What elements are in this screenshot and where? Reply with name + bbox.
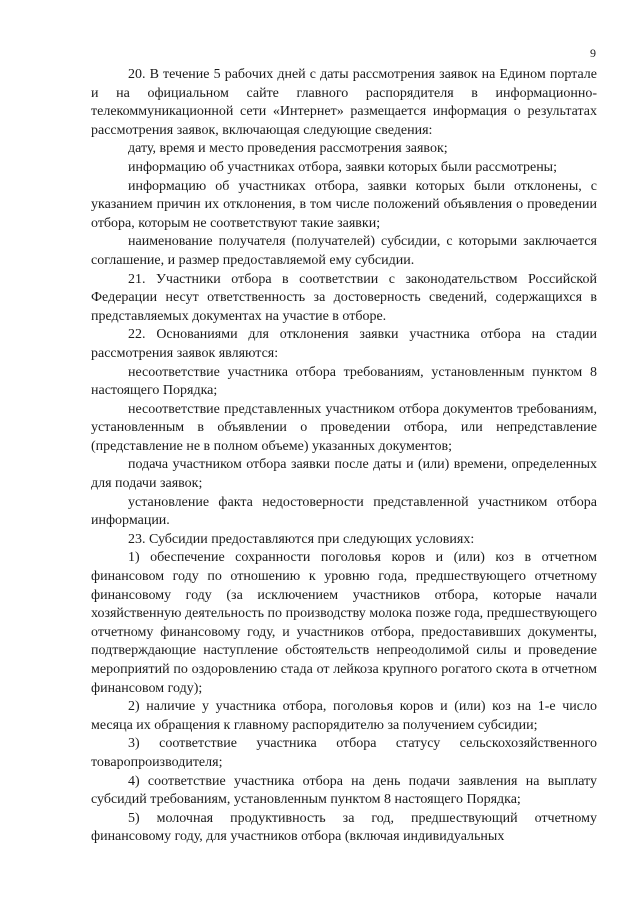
document-body xyxy=(91,66,597,847)
paragraph-23-condition-5: 5) молочная продуктивность за год, предшествующий отчетному финансовому году, для участников отбора (включая индивидуальных xyxy=(91,810,597,845)
paragraph-23: 23. Субсидии предоставляются при следующих условиях: xyxy=(128,531,475,547)
paragraph-22-item-false-info: установление факта недостоверности представленной участником отбора информации. xyxy=(91,494,597,529)
paragraph-23-condition-1: 1) обеспечение сохранности поголовья коров и (или) коз в отчетном финансовом году по отношению к уровню года, предшествующего отчетному финансовому году (за исключением участников отбора, которые начали хозяйственную деятельность по производству молока позже года, предшествующего отчетному финансовому году, и участников отбора, предоставивших документы, подтверждающие наступление обстоятельств непреодолимой силы и проведение мероприятий по оздоровлению стада от лейкоза крупного рогатого скота в отчетном финансовом году); xyxy=(91,550,597,696)
paragraph-20-item-recipient: наименование получателя (получателей) субсидии, с которыми заключается соглашение, и размер предоставляемой ему субсидии. xyxy=(91,234,597,268)
paragraph-22-item-documents: несоответствие представленных участником отбора документов требованиям, установленным в объявлении о проведении отбора, или непредставление (представление не в полном объеме) указанных документов; xyxy=(91,401,597,454)
paragraph-22: 22. Основаниями для отклонения заявки участника отбора на стадии рассмотрения заявок являются: xyxy=(91,327,597,361)
paragraph-21: 21. Участники отбора в соответствии с законодательством Российской Федерации несут ответственность за достоверность сведений, содержащихся в представляемых документах на участие в отборе. xyxy=(91,271,597,324)
paragraph-20: 20. В течение 5 рабочих дней с даты рассмотрения заявок на Едином портале и на официальном сайте главного распорядителя в информационно-телекоммуникационной сети «Интернет» размещается информация о результатах рассмотрения заявок, включающая следующие сведения: xyxy=(91,67,597,138)
paragraph-23-condition-2: 2) наличие у участника отбора, поголовья коров и (или) коз на 1-е число месяца их обращения к главному распорядителю за получением субсидии; xyxy=(91,699,597,733)
paragraph-20-item-date: дату, время и место проведения рассмотрения заявок; xyxy=(128,141,448,157)
paragraph-23-condition-4: 4) соответствие участника отбора на день подачи заявления на выплату субсидий требованиям, установленным пунктом 8 настоящего Порядка; xyxy=(91,773,597,808)
paragraph-20-item-reviewed: информацию об участниках отбора, заявки которых были рассмотрены; xyxy=(128,159,557,175)
page-number: 9 xyxy=(590,46,596,60)
paragraph-23-condition-3: 3) соответствие участника отбора статусу сельскохозяйственного товаропроизводителя; xyxy=(91,736,597,770)
paragraph-22-item-late: подача участником отбора заявки после даты и (или) времени, определенных для подачи заявок; xyxy=(91,457,597,492)
paragraph-22-item-noncompliance: несоответствие участника отбора требованиям, установленным пунктом 8 настоящего Порядка; xyxy=(91,364,597,399)
paragraph-20-item-rejected: информацию об участниках отбора, заявки которых были отклонены, с указанием причин их отклонения, в том числе положений объявления о проведении отбора, которым не соответствуют такие заявки; xyxy=(91,178,597,231)
